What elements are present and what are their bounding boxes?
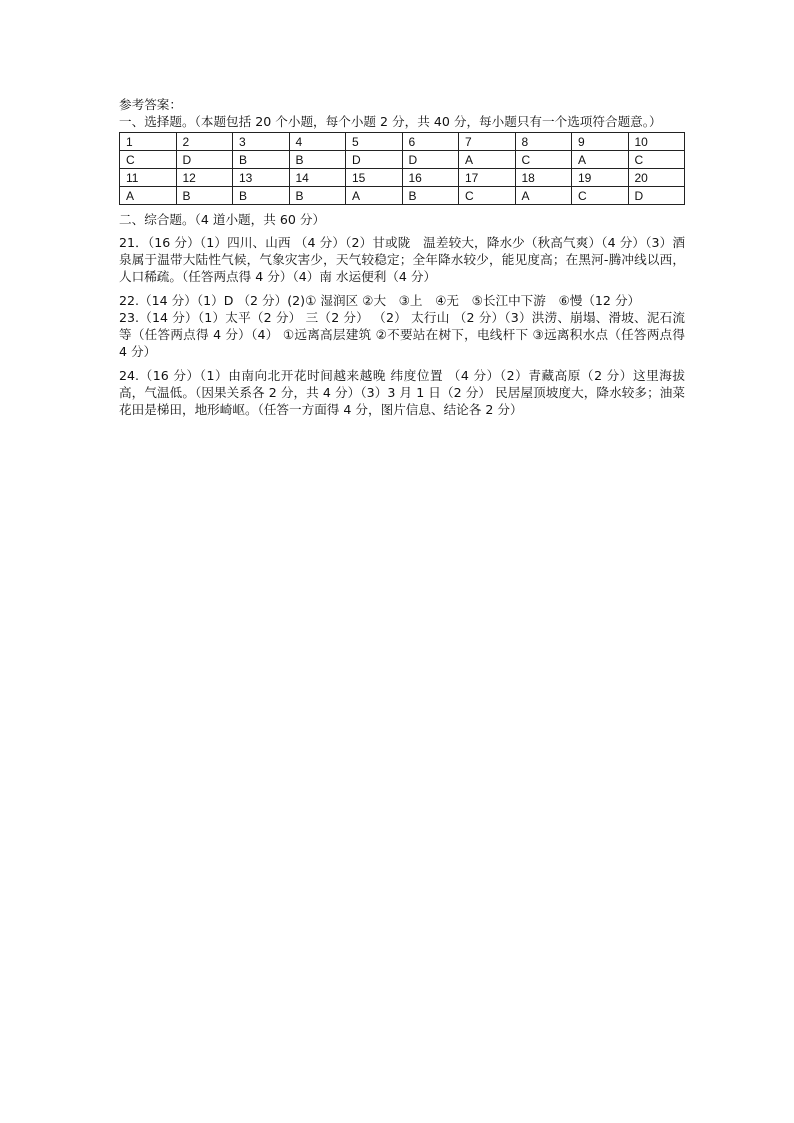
table-cell: 6 — [402, 133, 459, 151]
table-cell: 3 — [233, 133, 290, 151]
table-cell: 1 — [120, 133, 177, 151]
table-cell: 11 — [120, 169, 177, 187]
section-one-heading: 一、选择题。（本题包括 20 个小题，每个小题 2 分，共 40 分，每小题只有一个选项符合题意。） — [119, 114, 662, 129]
table-cell: 2 — [176, 133, 233, 151]
table-cell: A — [572, 151, 629, 169]
table-cell: B — [233, 187, 290, 205]
table-cell: 13 — [233, 169, 290, 187]
answer-document — [119, 96, 685, 425]
table-row — [120, 187, 685, 205]
answer-table-body — [120, 133, 685, 205]
table-cell: 15 — [346, 169, 403, 187]
table-cell: B — [289, 187, 346, 205]
table-cell: 9 — [572, 133, 629, 151]
table-cell: D — [628, 187, 685, 205]
table-cell: B — [233, 151, 290, 169]
table-cell: 12 — [176, 169, 233, 187]
table-cell: D — [346, 151, 403, 169]
question-21-answer: 21．（16 分）（1）四川、山西 （4 分）（2）甘或陇 温差较大，降水少（秋高气爽）（4 分）（3）酒泉属于温带大陆性气候，气象灾害少，天气较稳定；全年降水较少，能见度高；在黑河-腾冲线以西，人口稀疏。（任答两点得 4 分）（4）南 水运便利（4 分） — [119, 235, 685, 284]
table-cell: B — [176, 187, 233, 205]
table-cell: C — [120, 151, 177, 169]
table-cell: D — [402, 151, 459, 169]
table-row — [120, 133, 685, 151]
table-cell: C — [459, 187, 516, 205]
table-cell: 16 — [402, 169, 459, 187]
table-cell: 17 — [459, 169, 516, 187]
table-cell: B — [289, 151, 346, 169]
table-cell: B — [402, 187, 459, 205]
document-title: 参考答案： — [119, 97, 182, 112]
question-24-answer: 24.（16 分）（1）由南向北开花时间越来越晚 纬度位置 （4 分）（2）青藏高原（2 分）这里海拔高，气温低。（因果关系各 2 分，共 4 分）（3）3 月 1 日（2 分） 民居屋顶坡度大，降水较多；油菜花田是梯田，地形崎岖。（任答一方面得 4 分，图片信息、结论各 2 分） — [119, 368, 685, 417]
table-cell: 10 — [628, 133, 685, 151]
table-cell: C — [628, 151, 685, 169]
question-23-answer: 23.（14 分）（1）太平（2 分） 三（2 分） （2） 太行山 （2 分）（3）洪涝、崩塌、滑坡、泥石流等（任答两点得 4 分）（4） ①远离高层建筑 ②不要站在树下，电线杆下 ③远离积水点（任答两点得 4 分） — [119, 310, 685, 359]
table-cell: A — [120, 187, 177, 205]
table-row — [120, 151, 685, 169]
table-cell: 5 — [346, 133, 403, 151]
section-two-heading: 二、综合题。（4 道小题，共 60 分） — [119, 212, 326, 227]
table-cell: A — [515, 187, 572, 205]
table-cell: D — [176, 151, 233, 169]
table-cell: 14 — [289, 169, 346, 187]
question-22-answer: 22.（14 分）（1）D （2 分）(2)① 湿润区 ②大 ③上 ④无 ⑤长江中下游 ⑥慢（12 分） — [119, 293, 641, 308]
table-cell: 19 — [572, 169, 629, 187]
answer-table — [119, 132, 685, 205]
table-cell: 20 — [628, 169, 685, 187]
table-cell: A — [459, 151, 516, 169]
table-cell: 18 — [515, 169, 572, 187]
table-cell: C — [515, 151, 572, 169]
table-cell: 7 — [459, 133, 516, 151]
table-cell: 4 — [289, 133, 346, 151]
table-cell: 8 — [515, 133, 572, 151]
table-cell: C — [572, 187, 629, 205]
table-row — [120, 169, 685, 187]
table-cell: A — [346, 187, 403, 205]
